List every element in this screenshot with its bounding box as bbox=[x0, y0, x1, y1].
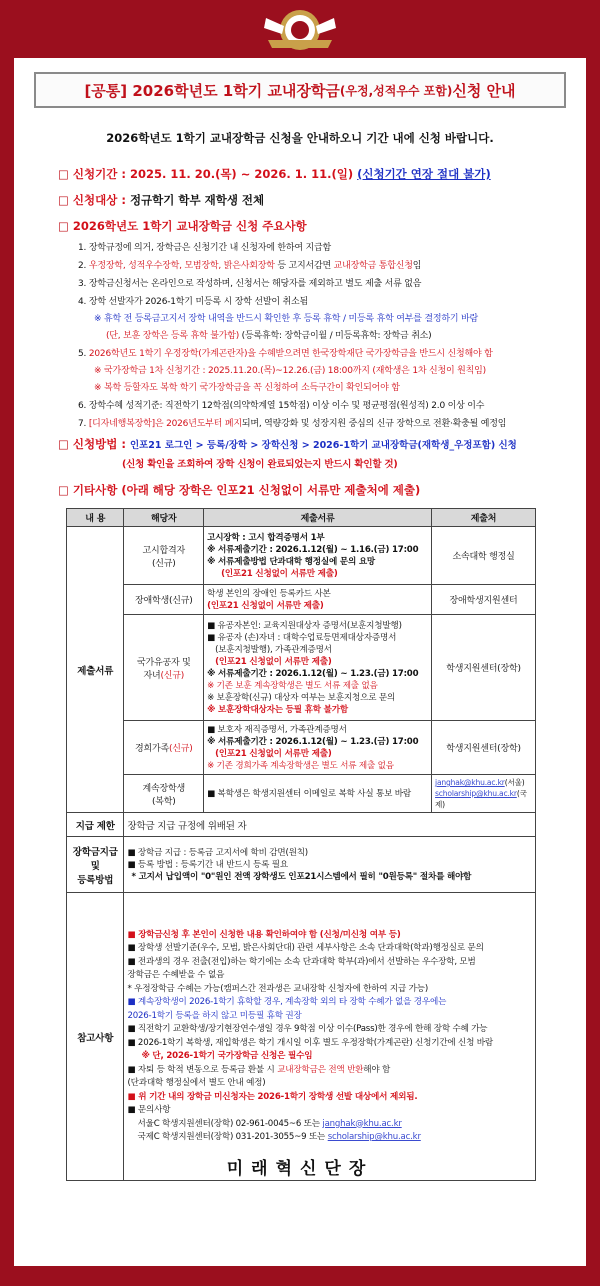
item-2-red2: 교내장학금 통합신청 bbox=[333, 261, 413, 271]
note-line bbox=[127, 1064, 532, 1078]
note-line bbox=[127, 1131, 532, 1145]
submission-table bbox=[66, 508, 536, 1181]
item-5-red2: 한국장학재단 국가장학금을 반드시 신청해야 함 bbox=[312, 349, 493, 359]
note-part: ■ 자퇴 등 학적 변동으로 등록금 환불 시 bbox=[127, 1064, 278, 1075]
who-line: 국가유공자 및 bbox=[136, 657, 191, 668]
row-docs bbox=[204, 527, 432, 585]
table-row bbox=[67, 615, 536, 721]
item-5-num: 5. bbox=[78, 349, 89, 359]
method-label: 신청방법 : bbox=[72, 437, 130, 451]
row-docs bbox=[204, 775, 432, 813]
item-7 bbox=[78, 416, 506, 429]
row-who bbox=[124, 775, 204, 813]
note-line: ■ 위 기간 내의 장학금 미신청자는 2026-1학기 장학생 선발 대상에서 제외됨. bbox=[127, 1091, 418, 1102]
email-tag: (서울) bbox=[504, 778, 525, 787]
item-5a: ※ 국가장학금 1차 신청기간 : 2025.11.20.(목)~12.26.(금) 18:00까지 (재학생은 1차 신청이 원칙임) bbox=[94, 366, 486, 376]
item-5b: ※ 복학 등할자도 복학 학기 국가장학금을 꼭 신청하여 소득구간이 확인되어야 함 bbox=[94, 383, 400, 393]
item-4: 4. 장학 선발자가 2026-1학기 미등록 시 장학 선발이 취소됨 bbox=[78, 297, 309, 307]
footer-signature: 미래혁신단장 bbox=[226, 1159, 374, 1179]
doc-line: (인포21 신청없이 서류만 제출) bbox=[215, 656, 332, 667]
doc-line: (인포21 신청없이 서류만 제출) bbox=[207, 600, 324, 611]
doc-line: ※ 서류제출기간 : 2026.1.12(월) ~ 1.23.(금) 17:00 bbox=[207, 668, 419, 679]
doc-line: 고시장학 : 고시 합격증명서 1부 bbox=[207, 532, 325, 543]
item-4b-end: (등록휴학: 장학금이월 / 미등록휴학: 장학금 취소) bbox=[239, 331, 432, 341]
doc-line: ※ 서류제출방법 단과대학 행정실에 문의 요망 bbox=[207, 556, 376, 567]
submit-docs-label: 제출서류 bbox=[67, 527, 124, 813]
email-link-seoul[interactable]: janghak@khu.ac.kr bbox=[435, 778, 505, 787]
row-docs bbox=[204, 615, 432, 721]
table-row bbox=[67, 585, 536, 615]
bullet-box: □ bbox=[58, 437, 69, 451]
note-part: 국제C 학생지원센터(장학) 031-201-3055~9 또는 bbox=[137, 1132, 328, 1142]
doc-line: ■ 복학생은 학생지원센터 이메일로 복학 사실 통보 바람 bbox=[207, 788, 411, 799]
bullet-box: □ bbox=[58, 167, 69, 181]
bullet-box: □ bbox=[58, 483, 69, 497]
payment-label-line: 및 bbox=[90, 860, 100, 872]
item-7-red: [디자네행복장학]은 2026년도부터 폐지 bbox=[88, 419, 242, 429]
title-small: (우정,성적우수 포함) bbox=[339, 83, 453, 98]
email-tag: (국제) bbox=[435, 789, 527, 809]
note-line: ■ 직전학기 교환학생/장기현장연수생일 경우 9학점 이상 이수(Pass)한 경우에 한해 장학 수혜 가능 bbox=[127, 1024, 488, 1034]
row-dest: 학생지원센터(장학) bbox=[432, 721, 536, 775]
item-2 bbox=[78, 258, 421, 271]
contact-email-global[interactable]: scholarship@khu.ac.kr bbox=[327, 1132, 421, 1142]
row-docs bbox=[204, 721, 432, 775]
notice-sheet bbox=[14, 58, 586, 1266]
doc-line: ■ 보호자 재직증명서, 가족관계증명서 bbox=[207, 724, 347, 735]
doc-line: (보훈지청발행), 가족관계증명서 bbox=[215, 644, 332, 655]
item-6: 6. 장학수혜 성적기준: 직전학기 12학점(의약학계열 15학점) 이상 이수 및 평균평점(원성적) 2.0 이상 이수 bbox=[78, 401, 485, 411]
who-line: 계속장학생 bbox=[142, 783, 186, 794]
row-dest: 학생지원센터(장학) bbox=[432, 615, 536, 721]
notes-label: 참고사항 bbox=[67, 893, 124, 1181]
note-line: * 우정장학금 수혜는 가능(캠퍼스간 전과생은 교내장학 신청자에 한하여 지급 가능) bbox=[127, 983, 429, 994]
period-dates: 2025. 11. 20.(목) ~ 2026. 1. 11.(일) bbox=[129, 167, 354, 181]
note-line: ※ 단, 2026-1학기 국가장학금 신청은 필수임 bbox=[141, 1051, 313, 1061]
table-row bbox=[67, 721, 536, 775]
table-row bbox=[67, 837, 536, 893]
payment-label-line: 등록방법 bbox=[77, 874, 114, 886]
row-dest bbox=[432, 775, 536, 813]
note-line: 2026-1학기 등록을 하지 않고 미등필 휴학 권장 bbox=[127, 1010, 302, 1021]
item-3: 3. 장학금신청서는 온라인으로 작성하며, 신청서는 해당자를 제외하고 별도 제출 서류 없음 bbox=[78, 279, 422, 289]
section-period bbox=[58, 166, 491, 182]
table-header: 제출서류 bbox=[204, 509, 432, 527]
doc-line: ■ 유공자본인: 교육지원대상자 증명서(보훈지청발행) bbox=[207, 620, 402, 631]
row-who bbox=[124, 527, 204, 585]
doc-line: ※ 서류제출기간 : 2026.1.12(월) ~ 1.16.(금) 17:00 bbox=[207, 544, 419, 555]
section-main bbox=[58, 218, 307, 234]
note-line: ■ 계속장학생이 2026-1학기 휴학할 경우, 계속장학 외의 타 장학 수혜가 없을 경우에는 bbox=[127, 997, 447, 1007]
table-header: 해당자 bbox=[124, 509, 204, 527]
note-line: (단과대학 행정실에서 별도 안내 예정) bbox=[127, 1078, 266, 1088]
section-method bbox=[58, 436, 517, 452]
contact-email-seoul[interactable]: janghak@khu.ac.kr bbox=[322, 1118, 402, 1129]
intro-text: 2026학년도 1학기 교내장학금 신청을 안내하오니 기간 내에 신청 바랍니다. bbox=[106, 131, 494, 145]
note-part: 서울C 학생지원센터(장학) 02-961-0045~6 또는 bbox=[137, 1118, 323, 1129]
row-docs bbox=[204, 585, 432, 615]
who-line: (복학) bbox=[151, 796, 176, 807]
doc-line: (인포21 신청없이 서류만 제출) bbox=[221, 568, 338, 579]
item-5-red: 2026학년도 1학기 우정장학(가계곤란자)을 수혜받으려면 bbox=[88, 349, 313, 359]
row-dest: 장애학생지원센터 bbox=[432, 585, 536, 615]
item-2-end: 임 bbox=[412, 261, 422, 271]
period-label: 신청기간 : bbox=[72, 167, 130, 181]
who-line: 고시합격자 bbox=[142, 545, 186, 556]
limit-label: 지급 제한 bbox=[67, 813, 124, 837]
doc-line: ※ 보훈장학대상자는 등필 휴학 불가함 bbox=[207, 704, 348, 715]
who-line bbox=[127, 668, 200, 681]
main-section-label: 2026학년도 1학기 교내장학금 신청 주요사항 bbox=[72, 219, 307, 233]
university-emblem-icon bbox=[258, 4, 342, 56]
section-target bbox=[58, 192, 264, 208]
table-header: 내 용 bbox=[67, 509, 124, 527]
payment-label-line: 장학금지급 bbox=[72, 846, 118, 858]
method-value: 인포21 로그인 > 등록/장학 > 장학신청 > 2026-1학기 교내장학금(재학생_우정포함) 신청 bbox=[129, 440, 517, 451]
note-part-red: 교내장학금은 전액 반환 bbox=[277, 1064, 364, 1075]
item-4b bbox=[106, 328, 432, 341]
doc-line: ※ 기존 보훈 계속장학생은 별도 서류 제출 없음 bbox=[207, 680, 378, 691]
row-dest: 소속대학 행정실 bbox=[432, 527, 536, 585]
notes-lines bbox=[124, 893, 536, 1181]
email-link-global[interactable]: scholarship@khu.ac.kr bbox=[435, 789, 517, 798]
item-2-mid: 등 고지서감면 bbox=[274, 261, 334, 271]
table-row bbox=[67, 527, 536, 585]
doc-line: ※ 서류제출기간 : 2026.1.12(월) ~ 1.23.(금) 17:00 bbox=[207, 736, 419, 747]
title-main: [공통] 2026학년도 1학기 교내장학금 bbox=[84, 81, 340, 100]
who-part-red: (신규) bbox=[160, 670, 185, 681]
who-part: 자녀 bbox=[143, 670, 161, 681]
row-who bbox=[124, 721, 204, 775]
payment-label bbox=[67, 837, 124, 893]
row-who bbox=[124, 615, 204, 721]
who-part: 경희가족 bbox=[134, 744, 169, 754]
target-label: 신청대상 : bbox=[72, 193, 130, 207]
item-1: 1. 장학규정에 의거, 장학금은 신청기간 내 신청자에 한하여 지급함 bbox=[78, 243, 331, 253]
payment-line: * 고지서 납입액이 "0"원인 전액 장학생도 인포21시스템에서 필히 "0원등록" 절차를 해야함 bbox=[131, 871, 472, 882]
item-7-num: 7. bbox=[78, 419, 89, 429]
item-5 bbox=[78, 346, 493, 359]
item-2-num: 2. bbox=[78, 261, 89, 271]
table-row bbox=[67, 813, 536, 837]
target-value: 정규학기 학부 재학생 전체 bbox=[129, 193, 265, 207]
item-7-end: 되며, 역량강화 및 성장지원 중심의 신규 장학으로 전환·확충될 예정임 bbox=[241, 419, 507, 429]
item-2-red: 우정장학, 성적우수장학, 모범장학, 밝은사회장학 bbox=[88, 261, 275, 271]
note-line: ■ 2026-1학기 복학생, 재입학생은 학기 개시일 이후 별도 우정장학(가계곤란) 신청기간에 신청 바람 bbox=[127, 1037, 493, 1048]
note-line: ■ 장학생 선발기준(우수, 모범, 밝은사회단대) 관련 세부사항은 소속 단과대학(학과)행정실로 문의 bbox=[127, 943, 484, 953]
doc-line: ■ 유공자 (손)자녀 : 대학수업료등면제대상자증명서 bbox=[207, 632, 397, 643]
item-4a: ※ 휴학 전 등록금고지서 장학 내역을 반드시 확인한 후 등록 휴학 / 미등록 휴학 여부를 결정하기 바람 bbox=[94, 314, 479, 324]
payment-lines bbox=[124, 837, 536, 893]
bullet-box: □ bbox=[58, 219, 69, 233]
section-etc bbox=[58, 482, 420, 498]
table-row bbox=[67, 893, 536, 1181]
note-line: ■ 문의사항 bbox=[127, 1105, 171, 1115]
table-header: 제출처 bbox=[432, 509, 536, 527]
table-row bbox=[67, 775, 536, 813]
row-who: 장애학생(신규) bbox=[124, 585, 204, 615]
note-line: 장학금은 수혜받을 수 없음 bbox=[127, 970, 225, 980]
note-line: ■ 전과생의 경우 전출(전입)하는 학기에는 소속 단과대학 학부(과)에서 선발하는 우수장학, 모범 bbox=[127, 956, 476, 967]
note-line bbox=[127, 1118, 532, 1132]
limit-value: 장학금 지급 규정에 위배된 자 bbox=[124, 813, 536, 837]
etc-label: 기타사항 (아래 해당 장학은 인포21 신청없이 서류만 제출처에 제출) bbox=[72, 483, 421, 497]
doc-line: ※ 보훈장학(신규) 대상자 여부는 보훈지청으로 문의 bbox=[207, 692, 396, 703]
payment-line: ■ 등록 방법 : 등록기간 내 반드시 등록 필요 bbox=[127, 859, 288, 870]
doc-line: 학생 본인의 장애인 등록카드 사본 bbox=[207, 588, 331, 599]
method-note: (신청 확인을 조회하여 장학 신청이 완료되었는지 반드시 확인할 것) bbox=[122, 459, 398, 470]
item-4b-red: (단, 보훈 장학은 등록 휴학 불가함) bbox=[106, 331, 240, 341]
note-line: ■ 장학금신청 후 본인이 신청한 내용 확인하여야 함 (신청/미신청 여부 등) bbox=[127, 929, 401, 940]
table-header-row bbox=[67, 509, 536, 527]
doc-line: (인포21 신청없이 서류만 제출) bbox=[215, 748, 332, 759]
note-part: 해야 함 bbox=[363, 1064, 391, 1075]
period-note: (신청기간 연장 절대 불가) bbox=[357, 167, 491, 181]
bullet-box: □ bbox=[58, 193, 69, 207]
notice-title bbox=[34, 72, 566, 108]
doc-line: ※ 기존 경희가족 계속장학생은 별도 서류 제출 없음 bbox=[207, 760, 394, 771]
who-line: (신규) bbox=[151, 558, 176, 569]
who-part-red: (신규) bbox=[168, 744, 193, 754]
payment-line: ■ 장학금 지급 : 등록금 고지서에 학비 감면(원칙) bbox=[127, 847, 308, 858]
title-tail: 신청 안내 bbox=[452, 81, 516, 100]
